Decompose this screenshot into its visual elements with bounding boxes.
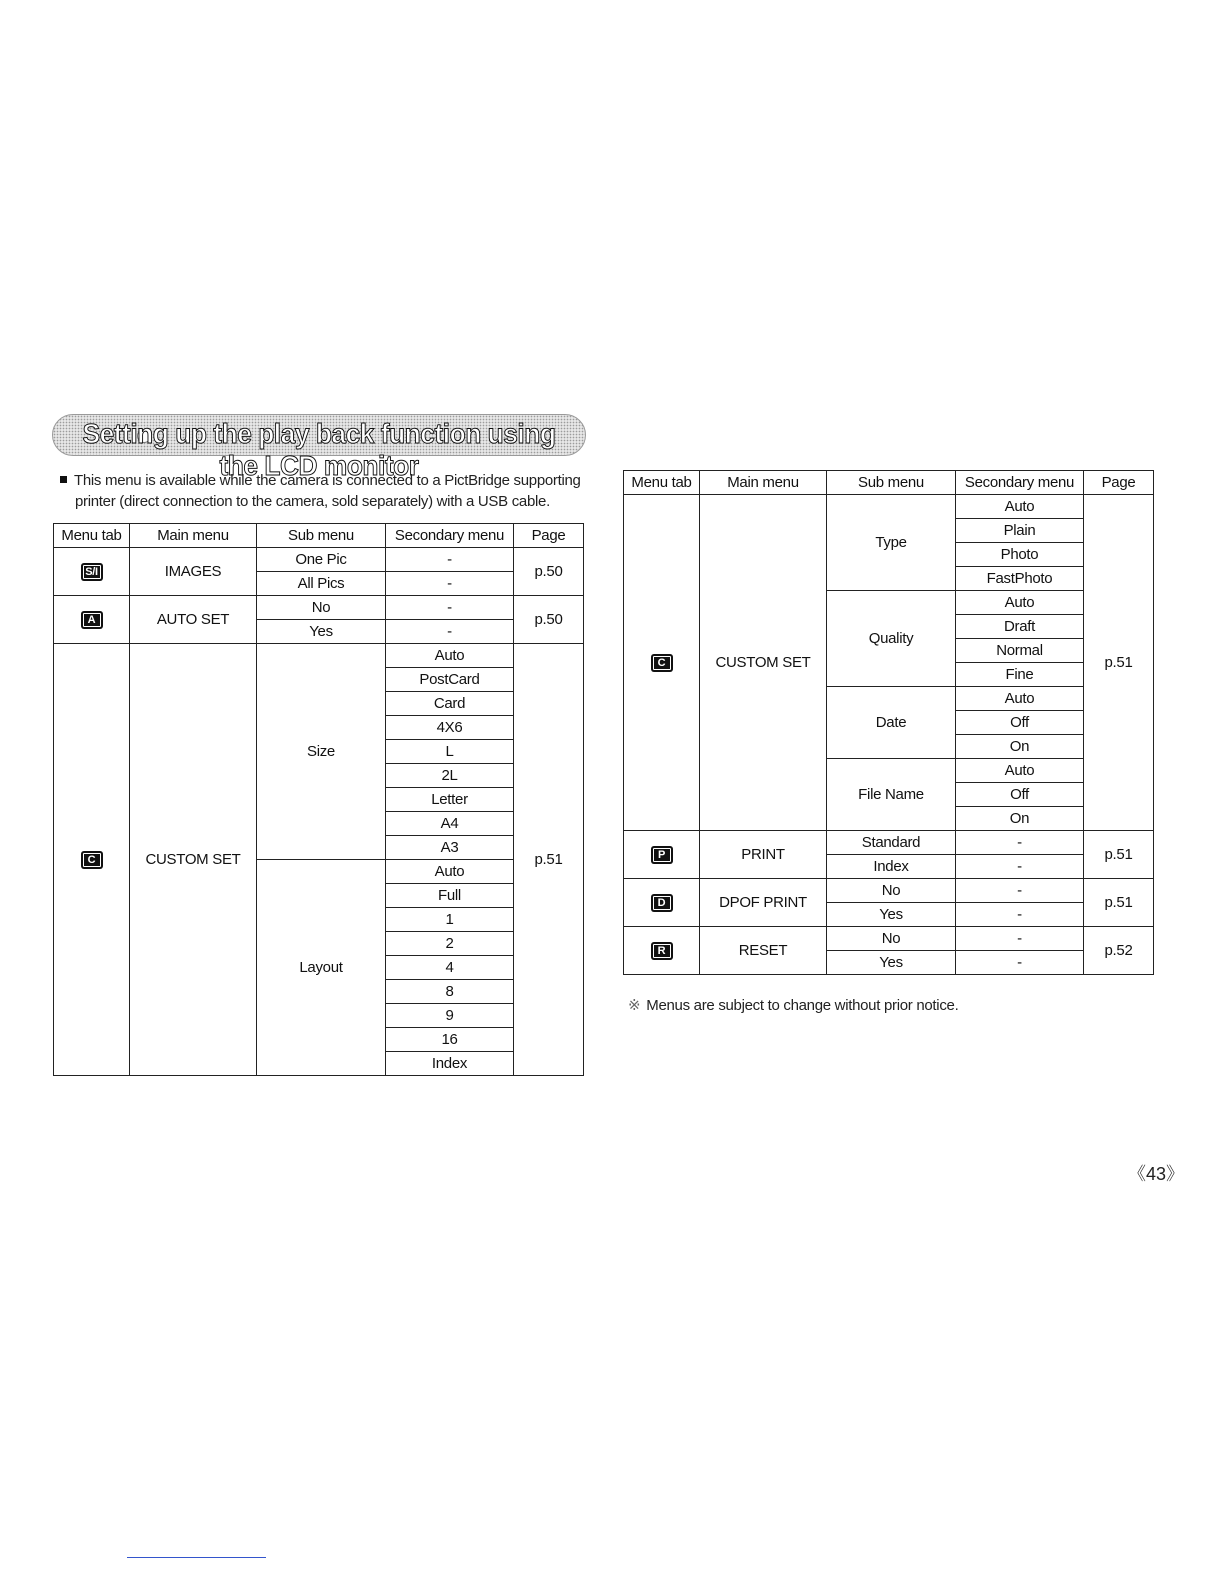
secondary-menu-cell: Off (956, 783, 1084, 807)
sub-menu-cell: One Pic (257, 548, 386, 572)
page-cell: p.52 (1084, 927, 1154, 975)
secondary-menu-cell: Auto (956, 591, 1084, 615)
header-sub-menu: Sub menu (257, 524, 386, 548)
main-menu-cell: DPOF PRINT (700, 879, 827, 927)
page-title: Setting up the play back function using the LCD monitor (82, 418, 556, 481)
menu-tab-cell (624, 927, 700, 975)
reference-mark-icon: ※ (628, 997, 641, 1014)
secondary-menu-cell: 4 (386, 956, 514, 980)
header-main-menu: Main menu (700, 471, 827, 495)
secondary-menu-cell: - (956, 951, 1084, 975)
secondary-menu-cell: 2 (386, 932, 514, 956)
custom-set-tab-icon: C (651, 654, 673, 672)
header-sub-menu: Sub menu (827, 471, 956, 495)
sub-menu-cell: No (257, 596, 386, 620)
secondary-menu-cell: A3 (386, 836, 514, 860)
secondary-menu-cell: A4 (386, 812, 514, 836)
secondary-menu-cell: Auto (956, 687, 1084, 711)
secondary-menu-cell: - (956, 879, 1084, 903)
secondary-menu-cell: 16 (386, 1028, 514, 1052)
page-cell: p.50 (514, 548, 584, 596)
main-menu-cell: PRINT (700, 831, 827, 879)
sub-menu-cell: Index (827, 855, 956, 879)
sub-menu-cell: All Pics (257, 572, 386, 596)
secondary-menu-cell: Draft (956, 615, 1084, 639)
table-row (54, 548, 584, 572)
header-page: Page (514, 524, 584, 548)
secondary-menu-cell: Full (386, 884, 514, 908)
table-row (624, 495, 1154, 519)
sub-menu-cell: Yes (827, 951, 956, 975)
secondary-menu-cell: 2L (386, 764, 514, 788)
header-main-menu: Main menu (130, 524, 257, 548)
table-header-row (624, 471, 1154, 495)
table-header-row (54, 524, 584, 548)
secondary-menu-cell: - (386, 548, 514, 572)
secondary-menu-cell: Index (386, 1052, 514, 1076)
secondary-menu-cell: Auto (386, 860, 514, 884)
footer-rule (127, 1557, 266, 1558)
sub-menu-cell: Yes (257, 620, 386, 644)
menu-tab-cell (54, 644, 130, 1076)
menu-tab-cell (624, 831, 700, 879)
secondary-menu-cell: - (386, 596, 514, 620)
header-menu-tab: Menu tab (54, 524, 130, 548)
table-row (54, 596, 584, 620)
table-row (54, 644, 584, 668)
intro-line-1: This menu is available while the camera is connected to a PictBridge supporting (74, 472, 581, 489)
images-tab-icon: S/I (81, 563, 103, 581)
secondary-menu-cell: Photo (956, 543, 1084, 567)
header-page: Page (1084, 471, 1154, 495)
header-secondary-menu: Secondary menu (956, 471, 1084, 495)
page-cell: p.51 (1084, 831, 1154, 879)
secondary-menu-cell: 4X6 (386, 716, 514, 740)
page-cell: p.51 (1084, 879, 1154, 927)
auto-set-tab-icon: A (81, 611, 103, 629)
dpof-print-tab-icon: D (651, 894, 673, 912)
secondary-menu-cell: Plain (956, 519, 1084, 543)
menu-table-right (623, 470, 1154, 975)
print-tab-icon: P (651, 846, 673, 864)
sub-menu-cell: Date (827, 687, 956, 759)
page-number: 《43》 (1128, 1164, 1185, 1184)
reset-tab-icon: R (651, 942, 673, 960)
menu-tab-cell (624, 495, 700, 831)
intro-line-2: printer (direct connection to the camera, sold separately) with a USB cable. (75, 493, 550, 510)
secondary-menu-cell: - (956, 855, 1084, 879)
secondary-menu-cell: Auto (956, 759, 1084, 783)
sub-menu-cell: Type (827, 495, 956, 591)
menu-table-left (53, 523, 584, 1076)
menu-tab-cell (54, 548, 130, 596)
secondary-menu-cell: Auto (956, 495, 1084, 519)
menu-tab-cell (624, 879, 700, 927)
sub-menu-cell: No (827, 927, 956, 951)
intro-text (60, 470, 590, 512)
sub-menu-cell: Standard (827, 831, 956, 855)
secondary-menu-cell: - (386, 572, 514, 596)
sub-menu-cell: File Name (827, 759, 956, 831)
secondary-menu-cell: - (956, 903, 1084, 927)
secondary-menu-cell: Normal (956, 639, 1084, 663)
secondary-menu-cell: On (956, 807, 1084, 831)
secondary-menu-cell: L (386, 740, 514, 764)
main-menu-cell: CUSTOM SET (130, 644, 257, 1076)
secondary-menu-cell: Fine (956, 663, 1084, 687)
table-row (624, 831, 1154, 855)
secondary-menu-cell: FastPhoto (956, 567, 1084, 591)
secondary-menu-cell: - (386, 620, 514, 644)
page-cell: p.50 (514, 596, 584, 644)
page-cell: p.51 (514, 644, 584, 1076)
secondary-menu-cell: - (956, 831, 1084, 855)
secondary-menu-cell: 9 (386, 1004, 514, 1028)
bullet-square-icon (60, 476, 67, 483)
secondary-menu-cell: PostCard (386, 668, 514, 692)
menu-tab-cell (54, 596, 130, 644)
footnote (628, 996, 958, 1014)
main-menu-cell: CUSTOM SET (700, 495, 827, 831)
main-menu-cell: RESET (700, 927, 827, 975)
secondary-menu-cell: Letter (386, 788, 514, 812)
table-row (624, 927, 1154, 951)
secondary-menu-cell: 1 (386, 908, 514, 932)
table-row (624, 879, 1154, 903)
main-menu-cell: IMAGES (130, 548, 257, 596)
secondary-menu-cell: Card (386, 692, 514, 716)
secondary-menu-cell: Off (956, 711, 1084, 735)
page-cell: p.51 (1084, 495, 1154, 831)
sub-menu-cell: Size (257, 644, 386, 860)
footnote-text: Menus are subject to change without prior notice. (646, 997, 959, 1014)
main-menu-cell: AUTO SET (130, 596, 257, 644)
header-secondary-menu: Secondary menu (386, 524, 514, 548)
sub-menu-cell: Yes (827, 903, 956, 927)
secondary-menu-cell: - (956, 927, 1084, 951)
secondary-menu-cell: Auto (386, 644, 514, 668)
secondary-menu-cell: On (956, 735, 1084, 759)
sub-menu-cell: No (827, 879, 956, 903)
header-menu-tab: Menu tab (624, 471, 700, 495)
custom-set-tab-icon: C (81, 851, 103, 869)
secondary-menu-cell: 8 (386, 980, 514, 1004)
sub-menu-cell: Layout (257, 860, 386, 1076)
sub-menu-cell: Quality (827, 591, 956, 687)
